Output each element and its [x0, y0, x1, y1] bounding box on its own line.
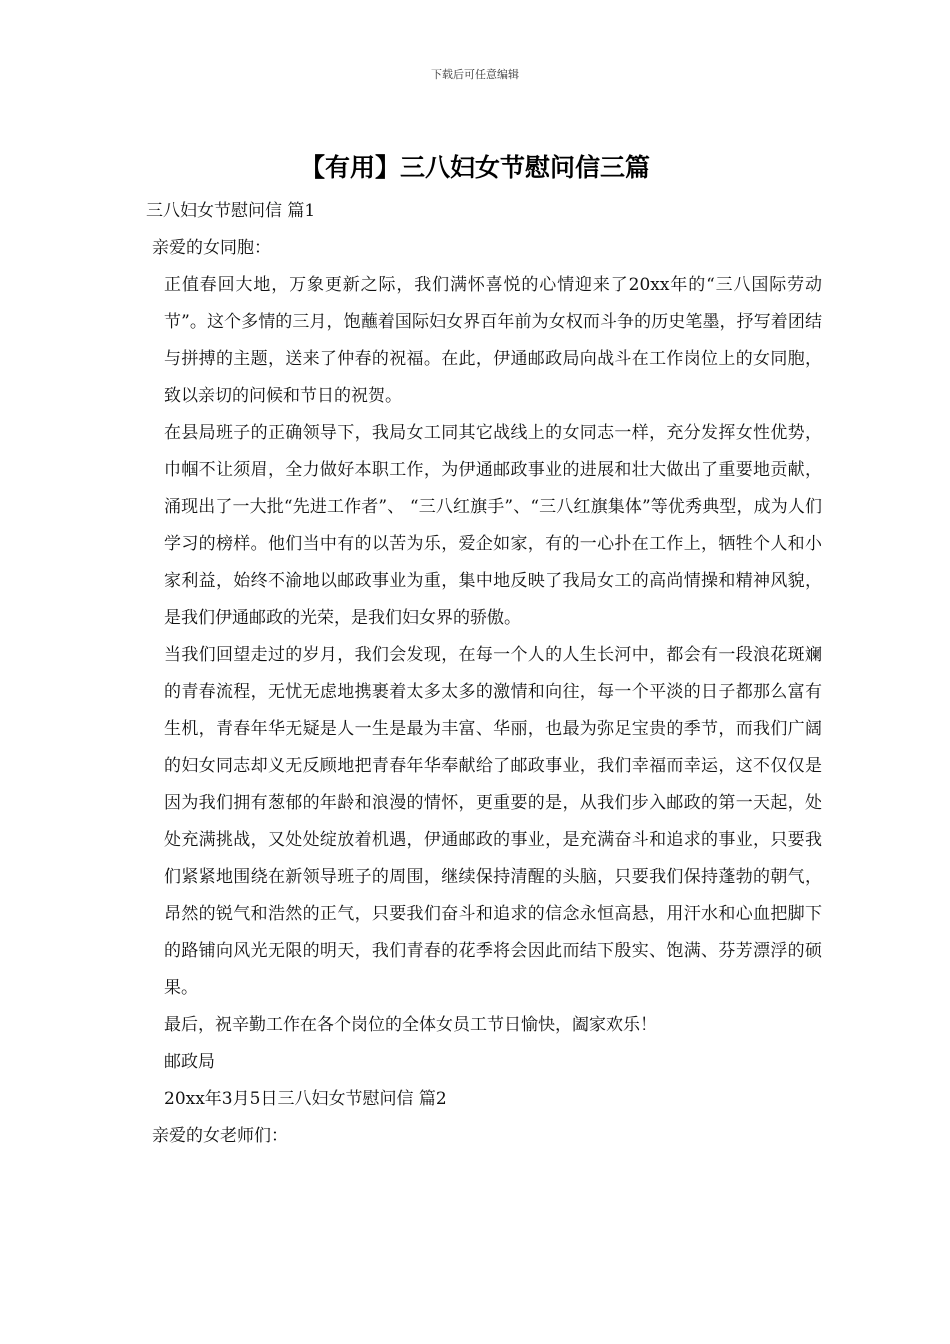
section-1-heading: 三八妇女节慰问信 篇1: [146, 201, 316, 221]
document-body: [146, 193, 822, 1155]
page-header-note: 下载后可任意编辑: [431, 68, 519, 81]
paragraph-closing: 最后，祝辛勤工作在各个岗位的全体女员工节日愉快，阖家欢乐！: [164, 1015, 657, 1035]
date-and-section-2-heading: 20xx年3月5日三八妇女节慰问信 篇2: [164, 1089, 447, 1109]
paragraph-3: 当我们回望走过的岁月，我们会发现，在每一个人的人生长河中，都会有一段浪花斑斓的青春流程，无忧无虑地携裹着太多太多的激情和向往，每一个平淡的日子都那么富有生机，青春年华无疑是人一生是最为丰富、华丽，也最为弥足宝贵的季节，而我们广阔的妇女同志却义无反顾地把青春年华奉献给了邮政事业，我们幸福而幸运，这不仅仅是因为我们拥有葱郁的年龄和浪漫的情怀，更重要的是，从我们步入邮政的第一天起，处处充满挑战，又处处绽放着机遇，伊通邮政的事业，是充满奋斗和追求的事业，只要我们紧紧地围绕在新领导班子的周围，继续保持清醒的头脑，只要我们保持蓬勃的朝气，昂然的锐气和浩然的正气，只要我们奋斗和追求的信念永恒高悬，用汗水和心血把脚下的路铺向风光无限的明天，我们青春的花季将会因此而结下殷实、饱满、芬芳漂浮的硕果。: [164, 645, 822, 998]
document-title: 【有用】三八妇女节慰问信三篇: [299, 153, 650, 182]
paragraph-1: 正值春回大地，万象更新之际，我们满怀喜悦的心情迎来了20xx年的“三八国际劳动节”。这个多情的三月，饱蘸着国际妇女界百年前为女权而斗争的历史笔墨，抒写着团结与拼搏的主题，送来了仲春的祝福。在此，伊通邮政局向战斗在工作岗位上的女同胞，致以亲切的问候和节日的祝贺。: [164, 275, 822, 406]
salutation-2: 亲爱的女老师们：: [152, 1126, 288, 1146]
paragraph-2: 在县局班子的正确领导下，我局女工同其它战线上的女同志一样，充分发挥女性优势，巾帼不让须眉，全力做好本职工作，为伊通邮政事业的进展和壮大做出了重要地贡献，涌现出了一大批“先进工作者”、 “三八红旗手”、“三八红旗集体”等优秀典型，成为人们学习的榜样。他们当中有的以苦为乐，爱企如家，有的一心扑在工作上，牺牲个人和小家利益，始终不渝地以邮政事业为重，集中地反映了我局女工的高尚情操和精神风貌，是我们伊通邮政的光荣，是我们妇女界的骄傲。: [164, 423, 822, 628]
signature: 邮政局: [164, 1052, 215, 1072]
salutation-1: 亲爱的女同胞：: [152, 238, 271, 258]
